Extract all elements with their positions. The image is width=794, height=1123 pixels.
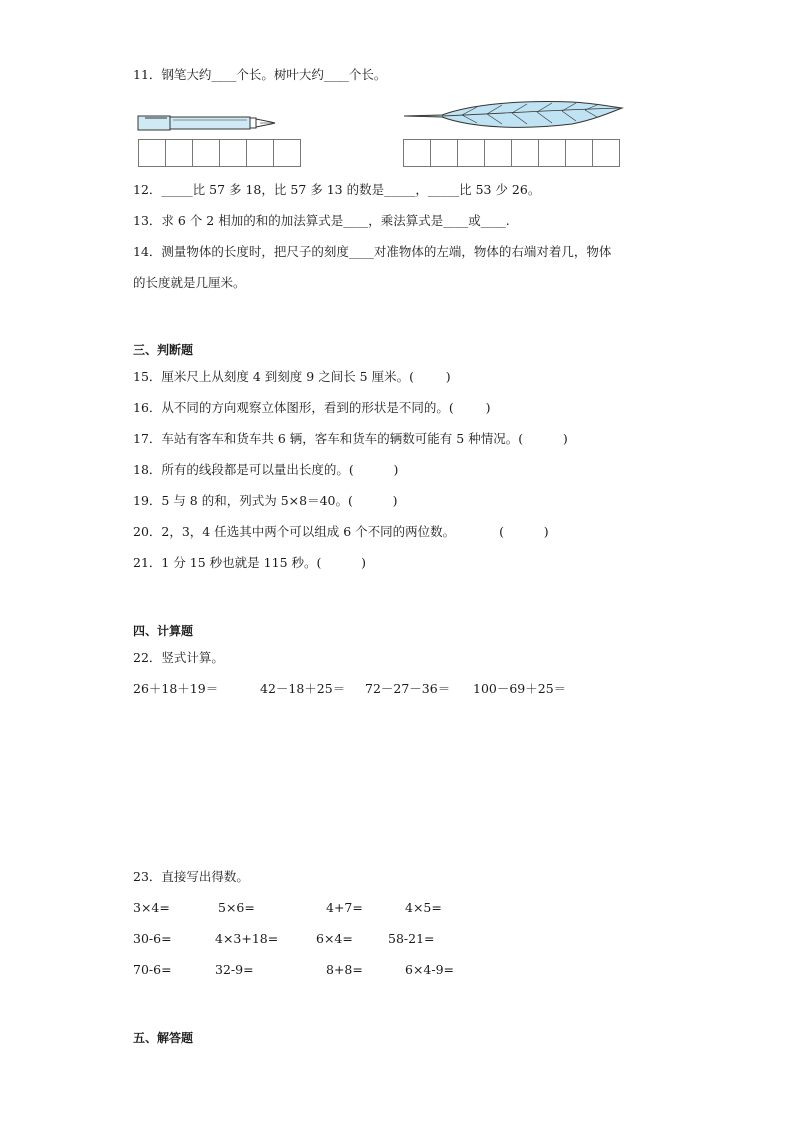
mental-calc-item: 4×3+18= <box>215 931 279 946</box>
measure-box <box>246 139 274 167</box>
question-23: 23．直接写出得数。 <box>133 869 249 884</box>
mental-calc-item: 58-21= <box>388 931 435 946</box>
measure-box <box>511 139 539 167</box>
judge-text: 17．车站有客车和货车共 6 辆，客车和货车的辆数可能有 5 种情况。 <box>133 431 519 446</box>
measure-box <box>484 139 512 167</box>
judge-item <box>133 430 568 448</box>
leaf-measure-boxes <box>404 139 620 167</box>
judge-text: 19．5 与 8 的和，列式为 5×8＝40。 <box>133 493 348 508</box>
question-11: 11．钢笔大约____个长。树叶大约____个长。 <box>133 67 387 82</box>
judge-text: 20．2，3，4 任选其中两个可以组成 6 个不同的两位数。 <box>133 524 456 539</box>
measure-box <box>273 139 301 167</box>
measure-box <box>219 139 247 167</box>
question-14-line-2: 的长度就是几厘米。 <box>133 275 246 290</box>
judge-item <box>133 554 366 572</box>
measure-box <box>192 139 220 167</box>
section-heading-calc: 四、计算题 <box>133 624 194 638</box>
answer-paren[interactable]: ( ) <box>499 524 549 539</box>
answer-paren[interactable]: ( ) <box>348 462 399 477</box>
measure-box <box>457 139 485 167</box>
question-14-line-1: 14．测量物体的长度时，把尺子的刻度____对准物体的左端，物体的右端对着几，物体 <box>133 244 612 259</box>
measure-box <box>165 139 193 167</box>
vertical-calc-item: 72－27－36＝ <box>365 681 451 696</box>
judge-text: 15．厘米尺上从刻度 4 到刻度 9 之间长 5 厘米。 <box>133 369 410 384</box>
judge-item <box>133 492 398 510</box>
measure-box <box>565 139 593 167</box>
judge-item <box>133 461 398 479</box>
mental-calc-item: 6×4= <box>316 931 353 946</box>
fountain-pen-icon <box>137 112 277 134</box>
mental-calc-item: 5×6= <box>218 900 255 915</box>
measure-box <box>538 139 566 167</box>
judge-item <box>133 399 490 417</box>
mental-calc-item: 4+7= <box>326 900 363 915</box>
question-12: 12．_____比 57 多 18，比 57 多 13 的数是_____，_____比 53 少 26。 <box>133 182 541 197</box>
judge-text: 16．从不同的方向观察立体图形，看到的形状是不同的。 <box>133 400 449 415</box>
vertical-calc-item: 26＋18＋19＝ <box>133 681 219 696</box>
section-heading-judge: 三、判断题 <box>133 343 194 357</box>
answer-paren[interactable]: ( ) <box>518 431 568 446</box>
leaf-icon <box>402 98 624 132</box>
judge-text: 21．1 分 15 秒也就是 115 秒。 <box>133 555 317 570</box>
measure-box <box>403 139 431 167</box>
mental-calc-item: 6×4-9= <box>405 962 455 977</box>
question-22: 22．竖式计算。 <box>133 650 224 665</box>
measure-box <box>592 139 620 167</box>
answer-paren[interactable]: ( ) <box>348 493 398 508</box>
question-13: 13．求 6 个 2 相加的和的加法算式是____，乘法算式是____或____. <box>133 213 510 228</box>
measure-box <box>138 139 166 167</box>
vertical-calc-item: 42－18＋25＝ <box>260 681 346 696</box>
measure-box <box>430 139 458 167</box>
mental-calc-item: 8+8= <box>326 962 363 977</box>
pen-measure-boxes <box>139 139 301 167</box>
section-heading-solve: 五、解答题 <box>133 1031 194 1045</box>
answer-paren[interactable]: ( ) <box>409 369 451 384</box>
judge-item <box>133 368 451 386</box>
mental-calc-item: 32-9= <box>215 962 254 977</box>
mental-calc-item: 30-6= <box>133 931 172 946</box>
mental-calc-item: 3×4= <box>133 900 170 915</box>
answer-paren[interactable]: ( ) <box>316 555 366 570</box>
answer-paren[interactable]: ( ) <box>448 400 491 415</box>
mental-calc-item: 70-6= <box>133 962 172 977</box>
judge-text: 18．所有的线段都是可以量出长度的。 <box>133 462 349 477</box>
vertical-calc-item: 100－69＋25＝ <box>473 681 567 696</box>
judge-item <box>133 523 549 541</box>
mental-calc-item: 4×5= <box>405 900 442 915</box>
